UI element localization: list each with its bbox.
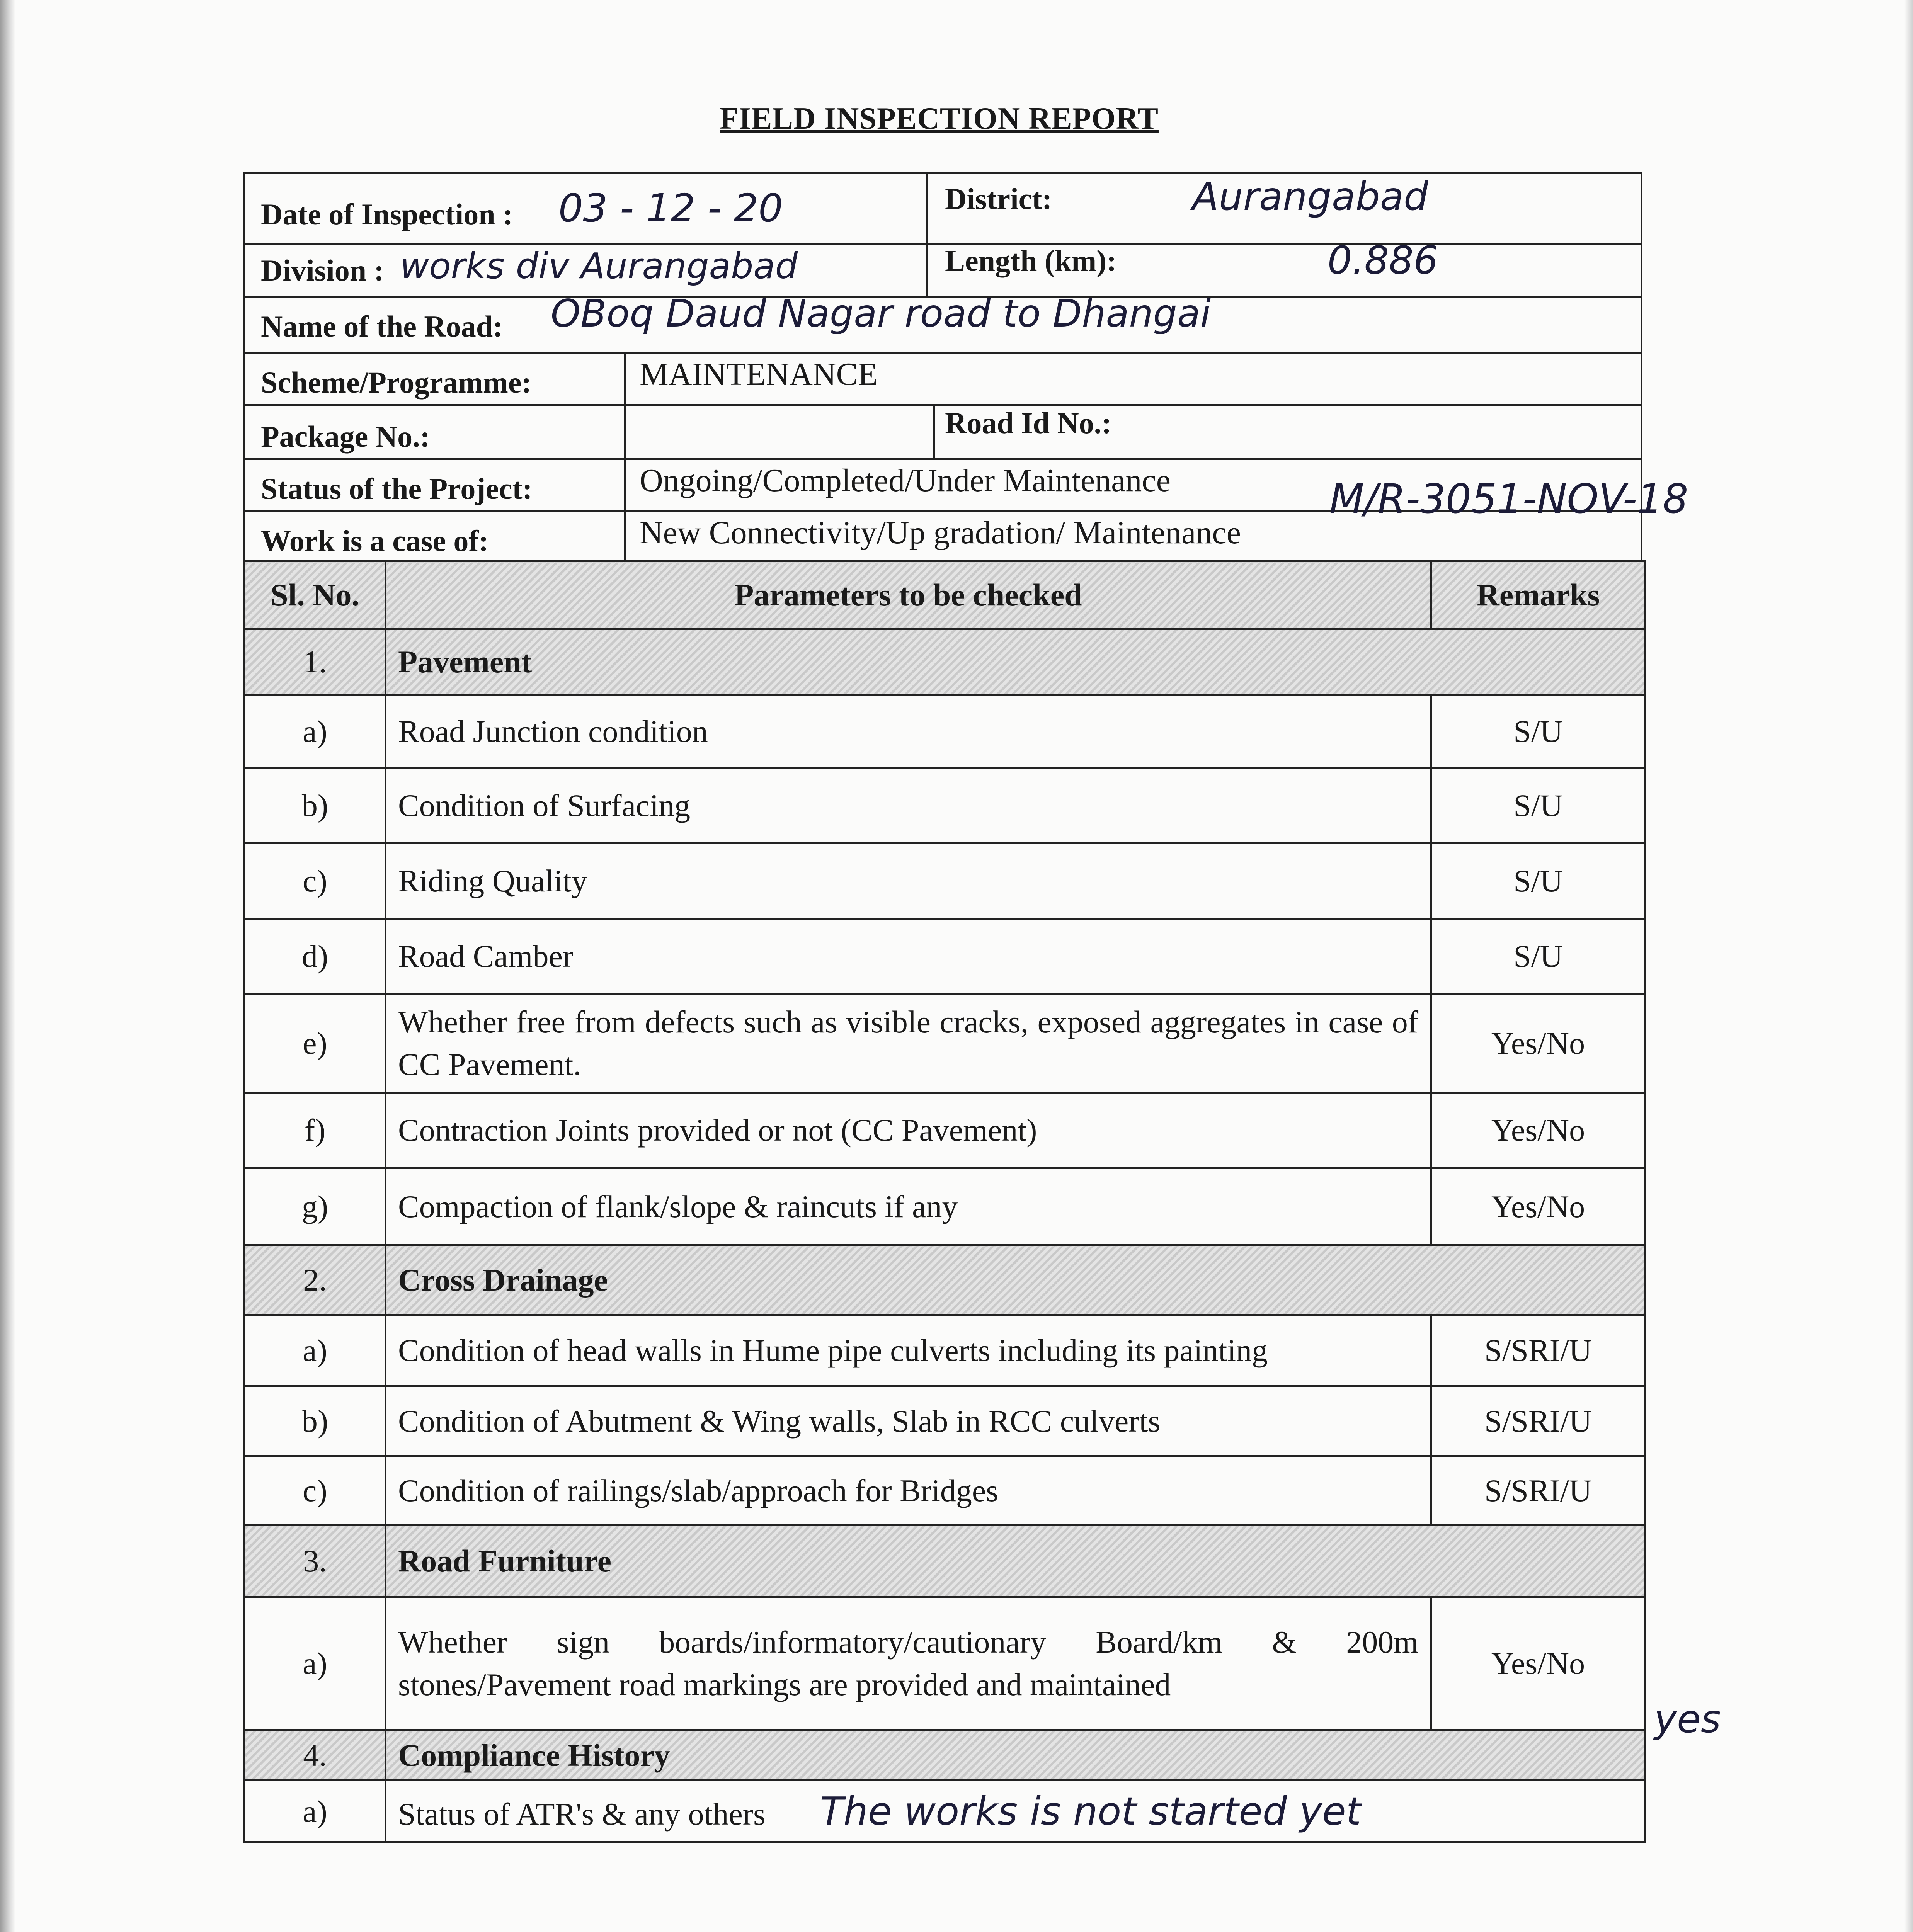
row-id: b) [245,768,386,844]
row-remark: S/U [1431,919,1646,994]
table-row [245,768,1646,844]
table-row [245,1386,1646,1456]
district-value: Aurangabad [1192,174,1428,219]
row-parameter: Condition of Abutment & Wing walls, Slab in RCC culverts [386,1386,1431,1456]
row-id: a) [245,1315,386,1386]
row-id: d) [245,919,386,994]
table-row [245,1597,1646,1730]
report-title: FIELD INSPECTION REPORT [720,102,1159,136]
row-parameter: Riding Quality [386,844,1431,919]
row-parameter: Compaction of flank/slope & raincuts if any [386,1168,1431,1245]
row-parameter: Contraction Joints provided or not (CC Pavement) [386,1093,1431,1168]
section-number: 3. [245,1526,386,1597]
row-id: c) [245,1456,386,1526]
table-row [245,844,1646,919]
work-case-options: New Connectivity/Up gradation/ Maintenance [640,515,1241,551]
furniture-handwritten-note: yes [1654,1696,1721,1742]
scheme-value: MAINTENANCE [640,356,878,392]
row-id: a) [245,695,386,768]
row-id: f) [245,1093,386,1168]
row-remark: S/SRI/U [1431,1456,1646,1526]
row-parameter: Condition of Surfacing [386,768,1431,844]
division-label: Division : [261,253,384,287]
row-parameter-text: Status of ATR's & any others [398,1796,766,1832]
header-parameters: Parameters to be checked [386,561,1431,629]
row-remark: S/SRI/U [1431,1315,1646,1386]
length-value: 0.886 [1328,238,1438,283]
table-row [245,994,1646,1093]
section-title: Compliance History [386,1730,1646,1781]
row-remark: S/SRI/U [1431,1386,1646,1456]
date-label: Date of Inspection : [261,197,513,231]
row-parameter [386,1781,1646,1842]
section-row [245,1730,1646,1781]
row-parameter: Condition of railings/slab/approach for Bridges [386,1456,1431,1526]
section-title: Pavement [386,629,1646,695]
division-value: works div Aurangabad [400,245,798,287]
work-case-label: Work is a case of: [261,524,489,558]
row-id: b) [245,1386,386,1456]
section-title: Cross Drainage [386,1245,1646,1315]
table-row [245,1456,1646,1526]
row-remark: Yes/No [1431,1597,1646,1730]
row-remark: S/U [1431,844,1646,919]
row-id: c) [245,844,386,919]
row-parameter: Whether free from defects such as visible cracks, exposed aggregates in case of CC Pavement. [386,994,1431,1093]
section-row [245,1245,1646,1315]
table-header-row [245,561,1646,629]
table-row [245,1315,1646,1386]
row-remark: S/U [1431,768,1646,844]
row-id: g) [245,1168,386,1245]
row-remark: Yes/No [1431,1168,1646,1245]
scan-edge-left [0,0,15,1932]
row-id: a) [245,1597,386,1730]
road-name-label: Name of the Road: [261,310,503,343]
row-parameter: Condition of head walls in Hume pipe culverts including its painting [386,1315,1431,1386]
row-remark: Yes/No [1431,1093,1646,1168]
length-label: Length (km): [945,244,1117,277]
section-row [245,1526,1646,1597]
district-label: District: [945,182,1052,216]
work-case-note: M/R-3051-NOV-18 [1329,475,1688,522]
row-parameter: Whether sign boards/informatory/cautionary Board/km & 200m stones/Pavement road markings are provided and maintained [386,1597,1431,1730]
section-number: 4. [245,1730,386,1781]
table-row [245,695,1646,768]
section-title: Road Furniture [386,1526,1646,1597]
table-row [245,919,1646,994]
status-options: Ongoing/Completed/Under Maintenance [640,463,1171,498]
status-label: Status of the Project: [261,472,533,505]
scan-edge-right [1904,0,1913,1932]
parameters-table [243,560,1646,1843]
table-row [245,1781,1646,1842]
scheme-label: Scheme/Programme: [261,366,532,399]
row-remark: Yes/No [1431,994,1646,1093]
header-remarks: Remarks [1431,561,1646,629]
road-id-label: Road Id No.: [945,406,1112,440]
row-parameter: Road Junction condition [386,695,1431,768]
row-remark: S/U [1431,695,1646,768]
date-value: 03 - 12 - 20 [558,185,783,231]
road-name-value: OBoq Daud Nagar road to Dhangai [551,292,1211,336]
row-id: e) [245,994,386,1093]
row-parameter: Road Camber [386,919,1431,994]
section-number: 2. [245,1245,386,1315]
header-sl-no: Sl. No. [245,561,386,629]
section-row [245,629,1646,695]
compliance-handwritten-note: The works is not started yet [820,1789,1361,1834]
table-row [245,1168,1646,1245]
section-number: 1. [245,629,386,695]
row-id: a) [245,1781,386,1842]
table-row [245,1093,1646,1168]
package-label: Package No.: [261,420,430,453]
